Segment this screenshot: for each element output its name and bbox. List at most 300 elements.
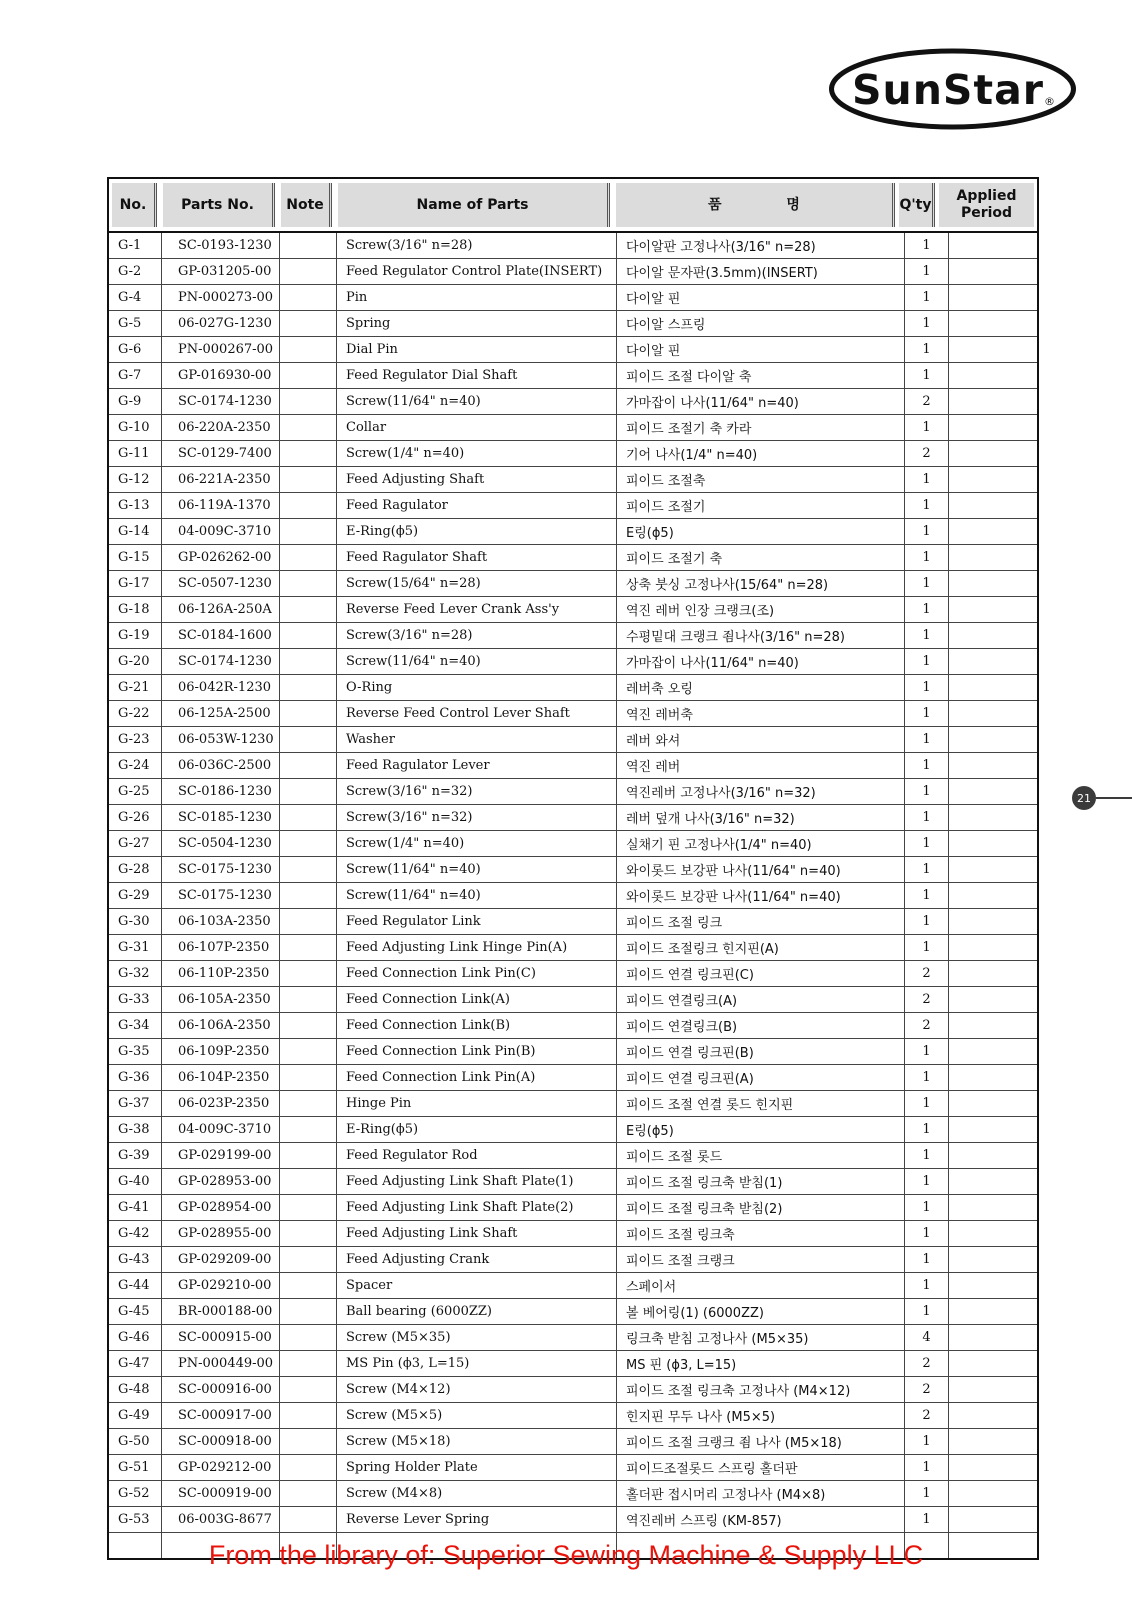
cell-note bbox=[280, 805, 337, 830]
cell-applied-period bbox=[949, 571, 1037, 596]
table-row bbox=[109, 987, 1037, 1013]
cell-korean-name: 피이드조절롯드 스프링 홀더판 bbox=[617, 1455, 905, 1480]
cell-qty: 1 bbox=[905, 935, 949, 960]
cell-note bbox=[280, 1377, 337, 1402]
cell-applied-period bbox=[949, 1221, 1037, 1246]
cell-applied-period bbox=[949, 233, 1037, 258]
cell-qty: 1 bbox=[905, 545, 949, 570]
cell-applied-period bbox=[949, 415, 1037, 440]
cell-note bbox=[280, 753, 337, 778]
cell-note bbox=[280, 337, 337, 362]
cell-korean-name: 피이드 조절 크랭크 bbox=[617, 1247, 905, 1272]
table-header bbox=[109, 179, 1037, 233]
cell-korean-name: 다이알 문자판(3.5mm)(INSERT) bbox=[617, 259, 905, 284]
cell-no: G-6 bbox=[109, 337, 162, 362]
cell-name: Feed Regulator Link bbox=[337, 909, 617, 934]
cell-note bbox=[280, 493, 337, 518]
cell-name: Screw(1/4" n=40) bbox=[337, 831, 617, 856]
cell-name: E-Ring(ϕ5) bbox=[337, 1117, 617, 1142]
table-row bbox=[109, 1091, 1037, 1117]
cell-qty: 1 bbox=[905, 1091, 949, 1116]
cell-note bbox=[280, 1065, 337, 1090]
cell-no: G-1 bbox=[109, 233, 162, 258]
cell-name: Feed Connection Link Pin(C) bbox=[337, 961, 617, 986]
cell-parts-no: 06-027G-1230 bbox=[162, 311, 280, 336]
cell-applied-period bbox=[949, 857, 1037, 882]
table-row bbox=[109, 1013, 1037, 1039]
cell-no: G-20 bbox=[109, 649, 162, 674]
cell-name: Pin bbox=[337, 285, 617, 310]
cell-no: G-41 bbox=[109, 1195, 162, 1220]
table-row bbox=[109, 909, 1037, 935]
cell-qty: 1 bbox=[905, 1247, 949, 1272]
cell-parts-no: 06-042R-1230 bbox=[162, 675, 280, 700]
table-row bbox=[109, 1455, 1037, 1481]
cell-no: G-37 bbox=[109, 1091, 162, 1116]
cell-qty: 2 bbox=[905, 1377, 949, 1402]
cell-applied-period bbox=[949, 701, 1037, 726]
cell-applied-period bbox=[949, 883, 1037, 908]
cell-note bbox=[280, 961, 337, 986]
cell-korean-name: 가마잡이 나사(11/64" n=40) bbox=[617, 649, 905, 674]
cell-name: Feed Ragulator bbox=[337, 493, 617, 518]
cell-note bbox=[280, 649, 337, 674]
cell-name: Screw (M5×18) bbox=[337, 1429, 617, 1454]
table-row bbox=[109, 233, 1037, 259]
cell-name: Screw(3/16" n=28) bbox=[337, 233, 617, 258]
cell-qty: 1 bbox=[905, 909, 949, 934]
cell-no: G-13 bbox=[109, 493, 162, 518]
cell-name: Washer bbox=[337, 727, 617, 752]
table-row bbox=[109, 363, 1037, 389]
cell-korean-name: 피이드 조절 다이알 축 bbox=[617, 363, 905, 388]
cell-qty: 1 bbox=[905, 727, 949, 752]
cell-note bbox=[280, 519, 337, 544]
table-row bbox=[109, 1429, 1037, 1455]
cell-qty: 2 bbox=[905, 1013, 949, 1038]
cell-applied-period bbox=[949, 467, 1037, 492]
cell-note bbox=[280, 259, 337, 284]
header-applied-line2: Period bbox=[960, 205, 1013, 221]
cell-korean-name: 피이드 조절 롯드 bbox=[617, 1143, 905, 1168]
cell-note bbox=[280, 1325, 337, 1350]
cell-note bbox=[280, 441, 337, 466]
cell-no: G-5 bbox=[109, 311, 162, 336]
cell-note bbox=[280, 545, 337, 570]
cell-qty: 1 bbox=[905, 831, 949, 856]
cell-note bbox=[280, 1247, 337, 1272]
cell-no: G-7 bbox=[109, 363, 162, 388]
cell-applied-period bbox=[949, 1195, 1037, 1220]
cell-applied-period bbox=[949, 1117, 1037, 1142]
cell-applied-period bbox=[949, 1455, 1037, 1480]
cell-applied-period bbox=[949, 779, 1037, 804]
cell-qty: 1 bbox=[905, 1455, 949, 1480]
cell-name: Hinge Pin bbox=[337, 1091, 617, 1116]
table-row bbox=[109, 285, 1037, 311]
cell-qty: 1 bbox=[905, 1039, 949, 1064]
cell-qty: 1 bbox=[905, 259, 949, 284]
cell-qty: 1 bbox=[905, 337, 949, 362]
cell-parts-no: GP-029212-00 bbox=[162, 1455, 280, 1480]
sunstar-logo bbox=[828, 47, 1077, 131]
cell-korean-name: 역진레버 스프링 (KM-857) bbox=[617, 1507, 905, 1532]
cell-qty: 1 bbox=[905, 1143, 949, 1168]
cell-parts-no: GP-028953-00 bbox=[162, 1169, 280, 1194]
cell-note bbox=[280, 1481, 337, 1506]
cell-qty: 1 bbox=[905, 753, 949, 778]
cell-note bbox=[280, 1143, 337, 1168]
cell-korean-name: 실채기 핀 고정나사(1/4" n=40) bbox=[617, 831, 905, 856]
cell-note bbox=[280, 285, 337, 310]
table-row bbox=[109, 1507, 1037, 1533]
cell-name: Feed Connection Link(B) bbox=[337, 1013, 617, 1038]
cell-name: Feed Adjusting Link Shaft Plate(1) bbox=[337, 1169, 617, 1194]
cell-parts-no: 06-053W-1230 bbox=[162, 727, 280, 752]
cell-korean-name: 역진 레버축 bbox=[617, 701, 905, 726]
cell-parts-no: 06-221A-2350 bbox=[162, 467, 280, 492]
cell-name: O-Ring bbox=[337, 675, 617, 700]
cell-name: Reverse Feed Lever Crank Ass'y bbox=[337, 597, 617, 622]
cell-no: G-11 bbox=[109, 441, 162, 466]
table-row bbox=[109, 649, 1037, 675]
cell-applied-period bbox=[949, 935, 1037, 960]
cell-no: G-28 bbox=[109, 857, 162, 882]
cell-parts-no: GP-029210-00 bbox=[162, 1273, 280, 1298]
parts-table bbox=[107, 177, 1039, 1560]
cell-note bbox=[280, 1117, 337, 1142]
cell-parts-no: 04-009C-3710 bbox=[162, 519, 280, 544]
table-row bbox=[109, 831, 1037, 857]
cell-parts-no: 06-003G-8677 bbox=[162, 1507, 280, 1532]
table-row bbox=[109, 415, 1037, 441]
cell-applied-period bbox=[949, 805, 1037, 830]
cell-no: G-19 bbox=[109, 623, 162, 648]
cell-parts-no: 06-110P-2350 bbox=[162, 961, 280, 986]
cell-parts-no: 06-106A-2350 bbox=[162, 1013, 280, 1038]
cell-note bbox=[280, 987, 337, 1012]
cell-no: G-17 bbox=[109, 571, 162, 596]
cell-parts-no: GP-016930-00 bbox=[162, 363, 280, 388]
cell-parts-no: SC-000916-00 bbox=[162, 1377, 280, 1402]
cell-korean-name: 레버 덮개 나사(3/16" n=32) bbox=[617, 805, 905, 830]
cell-qty: 1 bbox=[905, 1507, 949, 1532]
cell-korean-name: 다이알 스프링 bbox=[617, 311, 905, 336]
cell-korean-name: 피이드 조절 링크축 bbox=[617, 1221, 905, 1246]
cell-no: G-44 bbox=[109, 1273, 162, 1298]
cell-applied-period bbox=[949, 597, 1037, 622]
cell-korean-name: 피이드 조절기 bbox=[617, 493, 905, 518]
cell-qty: 1 bbox=[905, 1195, 949, 1220]
cell-korean-name: 피이드 조절 링크축 받침(2) bbox=[617, 1195, 905, 1220]
cell-parts-no: SC-0175-1230 bbox=[162, 883, 280, 908]
cell-parts-no: PN-000273-00 bbox=[162, 285, 280, 310]
cell-parts-no: SC-000918-00 bbox=[162, 1429, 280, 1454]
cell-qty: 1 bbox=[905, 233, 949, 258]
header-applied-line1: Applied bbox=[956, 188, 1017, 204]
cell-no: G-26 bbox=[109, 805, 162, 830]
cell-qty: 1 bbox=[905, 285, 949, 310]
table-row bbox=[109, 571, 1037, 597]
table-row bbox=[109, 467, 1037, 493]
cell-parts-no: GP-029199-00 bbox=[162, 1143, 280, 1168]
table-row bbox=[109, 1195, 1037, 1221]
cell-parts-no: BR-000188-00 bbox=[162, 1299, 280, 1324]
cell-no: G-47 bbox=[109, 1351, 162, 1376]
table-row bbox=[109, 545, 1037, 571]
table-row bbox=[109, 1039, 1037, 1065]
cell-note bbox=[280, 311, 337, 336]
cell-no: G-43 bbox=[109, 1247, 162, 1272]
cell-note bbox=[280, 597, 337, 622]
cell-name: Feed Regulator Dial Shaft bbox=[337, 363, 617, 388]
cell-korean-name: 힌지핀 무두 나사 (M5×5) bbox=[617, 1403, 905, 1428]
cell-qty: 1 bbox=[905, 883, 949, 908]
cell-name: Reverse Feed Control Lever Shaft bbox=[337, 701, 617, 726]
cell-applied-period bbox=[949, 1507, 1037, 1532]
cell-korean-name: 피이드 조절 연결 롯드 힌지핀 bbox=[617, 1091, 905, 1116]
cell-no: G-30 bbox=[109, 909, 162, 934]
cell-parts-no: 06-125A-2500 bbox=[162, 701, 280, 726]
header-no: No. bbox=[112, 183, 157, 227]
cell-name: Reverse Lever Spring bbox=[337, 1507, 617, 1532]
cell-name: Feed Connection Link Pin(B) bbox=[337, 1039, 617, 1064]
table-row bbox=[109, 1117, 1037, 1143]
cell-no: G-4 bbox=[109, 285, 162, 310]
table-row bbox=[109, 1351, 1037, 1377]
cell-korean-name: 피이드 조절 링크축 고정나사 (M4×12) bbox=[617, 1377, 905, 1402]
cell-korean-name: 수평밑대 크랭크 죔나사(3/16" n=28) bbox=[617, 623, 905, 648]
cell-applied-period bbox=[949, 649, 1037, 674]
cell-applied-period bbox=[949, 727, 1037, 752]
cell-no: G-2 bbox=[109, 259, 162, 284]
table-row bbox=[109, 935, 1037, 961]
cell-parts-no: GP-031205-00 bbox=[162, 259, 280, 284]
cell-name: Screw(15/64" n=28) bbox=[337, 571, 617, 596]
cell-note bbox=[280, 1273, 337, 1298]
cell-no: G-48 bbox=[109, 1377, 162, 1402]
table-row bbox=[109, 779, 1037, 805]
cell-no: G-10 bbox=[109, 415, 162, 440]
cell-qty: 1 bbox=[905, 1221, 949, 1246]
cell-korean-name: 스페이서 bbox=[617, 1273, 905, 1298]
cell-qty: 1 bbox=[905, 415, 949, 440]
cell-qty: 1 bbox=[905, 675, 949, 700]
cell-parts-no: SC-0504-1230 bbox=[162, 831, 280, 856]
cell-no: G-23 bbox=[109, 727, 162, 752]
cell-no: G-49 bbox=[109, 1403, 162, 1428]
cell-applied-period bbox=[949, 519, 1037, 544]
cell-korean-name: 레버축 오링 bbox=[617, 675, 905, 700]
cell-name: Feed Ragulator Shaft bbox=[337, 545, 617, 570]
cell-qty: 1 bbox=[905, 571, 949, 596]
cell-applied-period bbox=[949, 1299, 1037, 1324]
cell-korean-name: 다이알판 고정나사(3/16" n=28) bbox=[617, 233, 905, 258]
cell-parts-no: SC-0185-1230 bbox=[162, 805, 280, 830]
table-row bbox=[109, 1481, 1037, 1507]
cell-korean-name: 피이드 연결링크(B) bbox=[617, 1013, 905, 1038]
cell-note bbox=[280, 935, 337, 960]
table-row bbox=[109, 1273, 1037, 1299]
cell-no: G-45 bbox=[109, 1299, 162, 1324]
cell-name: Feed Adjusting Shaft bbox=[337, 467, 617, 492]
cell-korean-name: 역진 레버 bbox=[617, 753, 905, 778]
cell-note bbox=[280, 1221, 337, 1246]
cell-name: Screw (M4×12) bbox=[337, 1377, 617, 1402]
cell-parts-no: GP-026262-00 bbox=[162, 545, 280, 570]
cell-applied-period bbox=[949, 545, 1037, 570]
cell-korean-name: 링크축 받침 고정나사 (M5×35) bbox=[617, 1325, 905, 1350]
table-row bbox=[109, 519, 1037, 545]
cell-no: G-40 bbox=[109, 1169, 162, 1194]
cell-note bbox=[280, 389, 337, 414]
cell-no: G-51 bbox=[109, 1455, 162, 1480]
cell-qty: 1 bbox=[905, 1169, 949, 1194]
cell-note bbox=[280, 1429, 337, 1454]
cell-no: G-18 bbox=[109, 597, 162, 622]
cell-parts-no: GP-028954-00 bbox=[162, 1195, 280, 1220]
cell-applied-period bbox=[949, 259, 1037, 284]
cell-applied-period bbox=[949, 753, 1037, 778]
cell-parts-no: SC-0129-7400 bbox=[162, 441, 280, 466]
cell-applied-period bbox=[949, 1013, 1037, 1038]
cell-korean-name: 피이드 조절기 축 카라 bbox=[617, 415, 905, 440]
cell-no: G-24 bbox=[109, 753, 162, 778]
cell-applied-period bbox=[949, 1143, 1037, 1168]
cell-qty: 4 bbox=[905, 1325, 949, 1350]
cell-name: Feed Regulator Rod bbox=[337, 1143, 617, 1168]
cell-no: G-21 bbox=[109, 675, 162, 700]
cell-qty: 2 bbox=[905, 1351, 949, 1376]
cell-korean-name: 홀더판 접시머리 고정나사 (M4×8) bbox=[617, 1481, 905, 1506]
cell-name: Screw (M4×8) bbox=[337, 1481, 617, 1506]
cell-parts-no: GP-028955-00 bbox=[162, 1221, 280, 1246]
cell-name: Feed Adjusting Link Shaft Plate(2) bbox=[337, 1195, 617, 1220]
cell-applied-period bbox=[949, 389, 1037, 414]
cell-applied-period bbox=[949, 363, 1037, 388]
cell-korean-name: MS 핀 (ϕ3, L=15) bbox=[617, 1351, 905, 1376]
table-row bbox=[109, 493, 1037, 519]
cell-korean-name: 피이드 조절 링크축 받침(1) bbox=[617, 1169, 905, 1194]
table-row bbox=[109, 961, 1037, 987]
cell-parts-no: 06-103A-2350 bbox=[162, 909, 280, 934]
cell-note bbox=[280, 1403, 337, 1428]
table-row bbox=[109, 1403, 1037, 1429]
cell-parts-no: SC-000917-00 bbox=[162, 1403, 280, 1428]
cell-qty: 2 bbox=[905, 389, 949, 414]
cell-qty: 1 bbox=[905, 857, 949, 882]
cell-no: G-50 bbox=[109, 1429, 162, 1454]
cell-qty: 1 bbox=[905, 623, 949, 648]
cell-korean-name: 볼 베어링(1) (6000ZZ) bbox=[617, 1299, 905, 1324]
cell-applied-period bbox=[949, 1273, 1037, 1298]
cell-parts-no: PN-000267-00 bbox=[162, 337, 280, 362]
cell-note bbox=[280, 233, 337, 258]
table-row bbox=[109, 337, 1037, 363]
cell-parts-no: GP-029209-00 bbox=[162, 1247, 280, 1272]
cell-qty: 1 bbox=[905, 597, 949, 622]
header-parts-no: Parts No. bbox=[163, 183, 275, 227]
cell-applied-period bbox=[949, 1351, 1037, 1376]
cell-parts-no: SC-0174-1230 bbox=[162, 649, 280, 674]
cell-no: G-53 bbox=[109, 1507, 162, 1532]
cell-no: G-35 bbox=[109, 1039, 162, 1064]
cell-korean-name: 피이드 연결링크(A) bbox=[617, 987, 905, 1012]
cell-parts-no: SC-000915-00 bbox=[162, 1325, 280, 1350]
cell-qty: 1 bbox=[905, 363, 949, 388]
cell-name: Screw (M5×35) bbox=[337, 1325, 617, 1350]
cell-note bbox=[280, 363, 337, 388]
table-row bbox=[109, 857, 1037, 883]
cell-note bbox=[280, 1013, 337, 1038]
cell-applied-period bbox=[949, 675, 1037, 700]
cell-name: Spacer bbox=[337, 1273, 617, 1298]
cell-name: MS Pin (ϕ3, L=15) bbox=[337, 1351, 617, 1376]
cell-no: G-12 bbox=[109, 467, 162, 492]
cell-no: G-46 bbox=[109, 1325, 162, 1350]
cell-applied-period bbox=[949, 1169, 1037, 1194]
cell-korean-name: 와이롯드 보강판 나사(11/64" n=40) bbox=[617, 857, 905, 882]
cell-note bbox=[280, 779, 337, 804]
cell-name: Screw(1/4" n=40) bbox=[337, 441, 617, 466]
cell-qty: 2 bbox=[905, 961, 949, 986]
page-number: 21 bbox=[1072, 786, 1096, 810]
cell-note bbox=[280, 857, 337, 882]
cell-note bbox=[280, 1195, 337, 1220]
cell-applied-period bbox=[949, 1403, 1037, 1428]
table-row bbox=[109, 259, 1037, 285]
cell-korean-name: 와이롯드 보강판 나사(11/64" n=40) bbox=[617, 883, 905, 908]
cell-applied-period bbox=[949, 909, 1037, 934]
cell-korean-name: 피이드 조절링크 힌지핀(A) bbox=[617, 935, 905, 960]
cell-note bbox=[280, 1039, 337, 1064]
cell-parts-no: 06-036C-2500 bbox=[162, 753, 280, 778]
cell-name: Screw(11/64" n=40) bbox=[337, 883, 617, 908]
cell-name: Screw(11/64" n=40) bbox=[337, 649, 617, 674]
table-row bbox=[109, 311, 1037, 337]
cell-name: Screw(11/64" n=40) bbox=[337, 389, 617, 414]
cell-korean-name: 다이알 핀 bbox=[617, 337, 905, 362]
cell-note bbox=[280, 571, 337, 596]
cell-note bbox=[280, 1169, 337, 1194]
cell-no: G-39 bbox=[109, 1143, 162, 1168]
cell-note bbox=[280, 701, 337, 726]
cell-parts-no: SC-0175-1230 bbox=[162, 857, 280, 882]
cell-qty: 1 bbox=[905, 1117, 949, 1142]
cell-applied-period bbox=[949, 1429, 1037, 1454]
header-qty: Q'ty bbox=[899, 183, 935, 227]
table-row bbox=[109, 1143, 1037, 1169]
cell-applied-period bbox=[949, 1065, 1037, 1090]
cell-applied-period bbox=[949, 831, 1037, 856]
cell-no: G-32 bbox=[109, 961, 162, 986]
cell-korean-name: E링(ϕ5) bbox=[617, 1117, 905, 1142]
cell-qty: 1 bbox=[905, 779, 949, 804]
cell-parts-no: 06-119A-1370 bbox=[162, 493, 280, 518]
table-row bbox=[109, 441, 1037, 467]
cell-korean-name: 역진레버 고정나사(3/16" n=32) bbox=[617, 779, 905, 804]
cell-note bbox=[280, 1507, 337, 1532]
cell-no: G-25 bbox=[109, 779, 162, 804]
cell-parts-no: SC-0186-1230 bbox=[162, 779, 280, 804]
cell-applied-period bbox=[949, 493, 1037, 518]
cell-name: Feed Regulator Control Plate(INSERT) bbox=[337, 259, 617, 284]
cell-note bbox=[280, 831, 337, 856]
cell-parts-no: 06-109P-2350 bbox=[162, 1039, 280, 1064]
cell-no: G-14 bbox=[109, 519, 162, 544]
cell-qty: 1 bbox=[905, 467, 949, 492]
cell-parts-no: 06-104P-2350 bbox=[162, 1065, 280, 1090]
